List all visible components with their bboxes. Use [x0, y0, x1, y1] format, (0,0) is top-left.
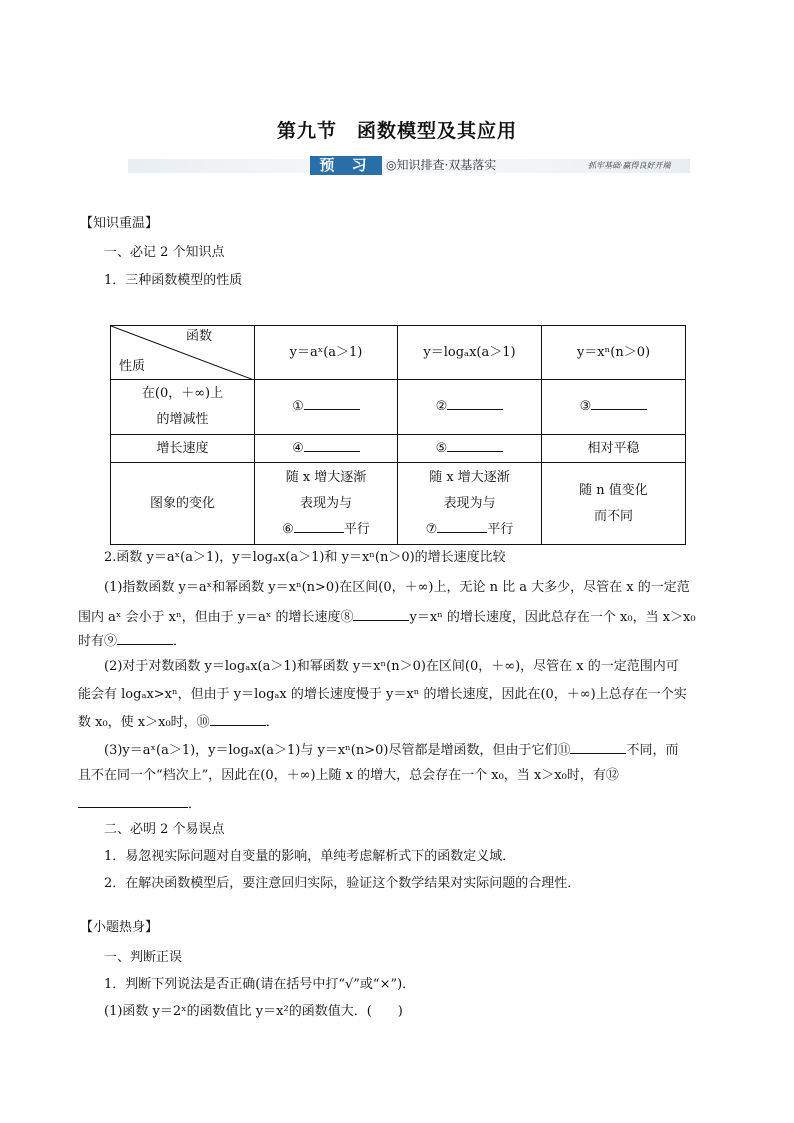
cell-line: [255, 517, 397, 543]
blank-cell-1: [255, 380, 398, 435]
cell-text: 平行: [343, 521, 370, 537]
instruction-judge: 1．判断下列说法是否正确(请在括号中打“√”或“×”)．: [104, 977, 416, 992]
blank-line: [294, 520, 344, 533]
text-span: 数 x₀，使 x＞x₀时，⑩: [78, 715, 210, 730]
banner-label: 预 习: [310, 156, 382, 175]
blank-8: [353, 608, 409, 621]
corner-bottom-label: 性质: [119, 359, 146, 374]
col-header-exponential: y＝aˣ(a＞1): [255, 326, 398, 380]
compare-heading: 2.函数 y＝aˣ(a＞1)，y＝logₐx(a＞1)和 y＝xⁿ(n＞0)的增长速度比较: [104, 550, 506, 565]
cell-line: 表现为与: [299, 495, 352, 511]
blank-10: [210, 713, 266, 726]
blank-number-4: ④: [292, 440, 304, 456]
blank-12: [78, 795, 188, 808]
row-label-line1: 在(0，＋∞)上: [141, 386, 224, 401]
col-header-power: y＝xⁿ(n＞0): [542, 326, 686, 380]
cell-line: 而不同: [593, 508, 633, 524]
subheading-true-false: 一、判断正误: [104, 950, 183, 965]
blank-9: [117, 632, 173, 645]
blank-number-7: ⑦: [425, 521, 438, 537]
paragraph-1-line-3: [78, 632, 186, 650]
graph-change-logarithmic: [398, 463, 542, 545]
blank-cell-4: [255, 435, 398, 463]
paragraph-3-line-1: [104, 741, 678, 759]
paragraph-3-line-2: 且不在同一个“档次上”，因此在(0，＋∞)上随 x 的增大，总会存在一个 x₀，当 x＞x₀时，有⑫: [78, 768, 619, 783]
blank-number-6: ⑥: [282, 521, 294, 537]
banner-subtitle: ◎知识排查·双基落实: [386, 158, 497, 172]
paragraph-2-line-2: 能会有 logₐx>xⁿ，但由于 y＝logₐx 的增长速度慢于 y＝xⁿ 的增长速度，因此在(0，＋∞)上总存在一个实: [78, 687, 687, 702]
paragraph-1-line-1: (1)指数函数 y＝aˣ和幂函数 y＝xⁿ(n>0)在区间(0，＋∞)上，无论 n 比 a 大多少，尽管在 x 的一定范: [104, 580, 690, 595]
text-span: (3)y＝aˣ(a＞1)，y＝logₐx(a＞1)与 y＝xⁿ(n>0)尽管都是增函数，但由于它们⑪: [104, 743, 571, 758]
blank-line: [304, 397, 360, 410]
banner-slogan: 抓牢基础·赢得良好开端: [588, 161, 671, 170]
corner-top-label: 函数: [185, 329, 212, 344]
blank-cell-2: [398, 380, 542, 435]
text-span: 时有⑨: [78, 634, 118, 649]
item-three-models: 1．三种函数模型的性质: [104, 273, 243, 288]
page-title: 第九节 函数模型及其应用: [276, 120, 517, 142]
text-span: ．: [173, 634, 187, 649]
row-label-growth-speed: 增长速度: [111, 435, 255, 463]
blank-number-1: ①: [292, 399, 304, 414]
paragraph-1-line-2: [78, 608, 696, 626]
error-point-2: 2．在解决函数模型后，要注意回归实际，验证这个数学结果对实际问题的合理性．: [104, 876, 581, 891]
cell-line: 随 n 值变化: [579, 482, 648, 498]
cell-relatively-stable: 相对平稳: [542, 435, 686, 463]
blank-line: [591, 397, 647, 410]
section-banner: [128, 153, 690, 178]
error-point-1: 1．易忽视实际问题对自变量的影响，单纯考虑解析式下的函数定义域．: [104, 849, 516, 864]
blank-line: [437, 520, 487, 533]
row-label-line2: 的增减性: [156, 412, 209, 427]
blank-line: [447, 397, 503, 410]
cell-text: 平行: [487, 521, 514, 537]
blank-cell-3: [542, 380, 686, 435]
paragraph-2-line-1: (2)对于对数函数 y＝logₐx(a＞1)和幂函数 y＝xⁿ(n＞0)在区间(0，＋∞)，尽管在 x 的一定范围内可: [104, 659, 679, 674]
table-corner-cell: [111, 326, 255, 380]
section-heading-warmup: 【小题热身】: [80, 920, 159, 935]
text-span: ．: [265, 715, 279, 730]
row-label-graph-change: 图象的变化: [111, 463, 255, 545]
model-property-table: [110, 325, 686, 545]
paragraph-3-line-3: [78, 795, 201, 813]
subheading-knowledge-points: 一、必记 2 个知识点: [104, 245, 225, 260]
cell-line: [398, 517, 541, 543]
cell-line: 随 x 增大逐渐: [285, 469, 367, 485]
paragraph-2-line-3: [78, 713, 279, 731]
graph-change-exponential: [255, 463, 398, 545]
blank-cell-5: [398, 435, 542, 463]
text-span: 不同，而: [626, 743, 679, 758]
question-1: (1)函数 y＝2ˣ的函数值比 y＝x²的函数值大．( ): [104, 1004, 403, 1019]
blank-number-5: ⑤: [435, 440, 448, 456]
row-label-monotonicity: [111, 380, 255, 435]
graph-change-power: [542, 463, 686, 545]
blank-11: [570, 741, 626, 754]
text-span: y＝xⁿ 的增长速度，因此总存在一个 x₀，当 x＞x₀: [409, 610, 696, 625]
text-span: ．: [188, 797, 202, 812]
col-header-logarithmic: y＝logₐx(a＞1): [398, 326, 542, 380]
blank-number-3: ③: [579, 399, 592, 414]
blank-line: [447, 439, 503, 452]
subheading-error-points: 二、必明 2 个易误点: [104, 822, 225, 837]
section-heading-review: 【知识重温】: [80, 216, 159, 231]
text-span: 围内 aˣ 会小于 xⁿ，但由于 y＝aˣ 的增长速度⑧: [78, 610, 354, 625]
cell-line: 随 x 增大逐渐: [429, 469, 510, 485]
blank-number-2: ②: [435, 399, 448, 414]
cell-line: 表现为与: [443, 495, 496, 511]
blank-line: [304, 439, 360, 452]
